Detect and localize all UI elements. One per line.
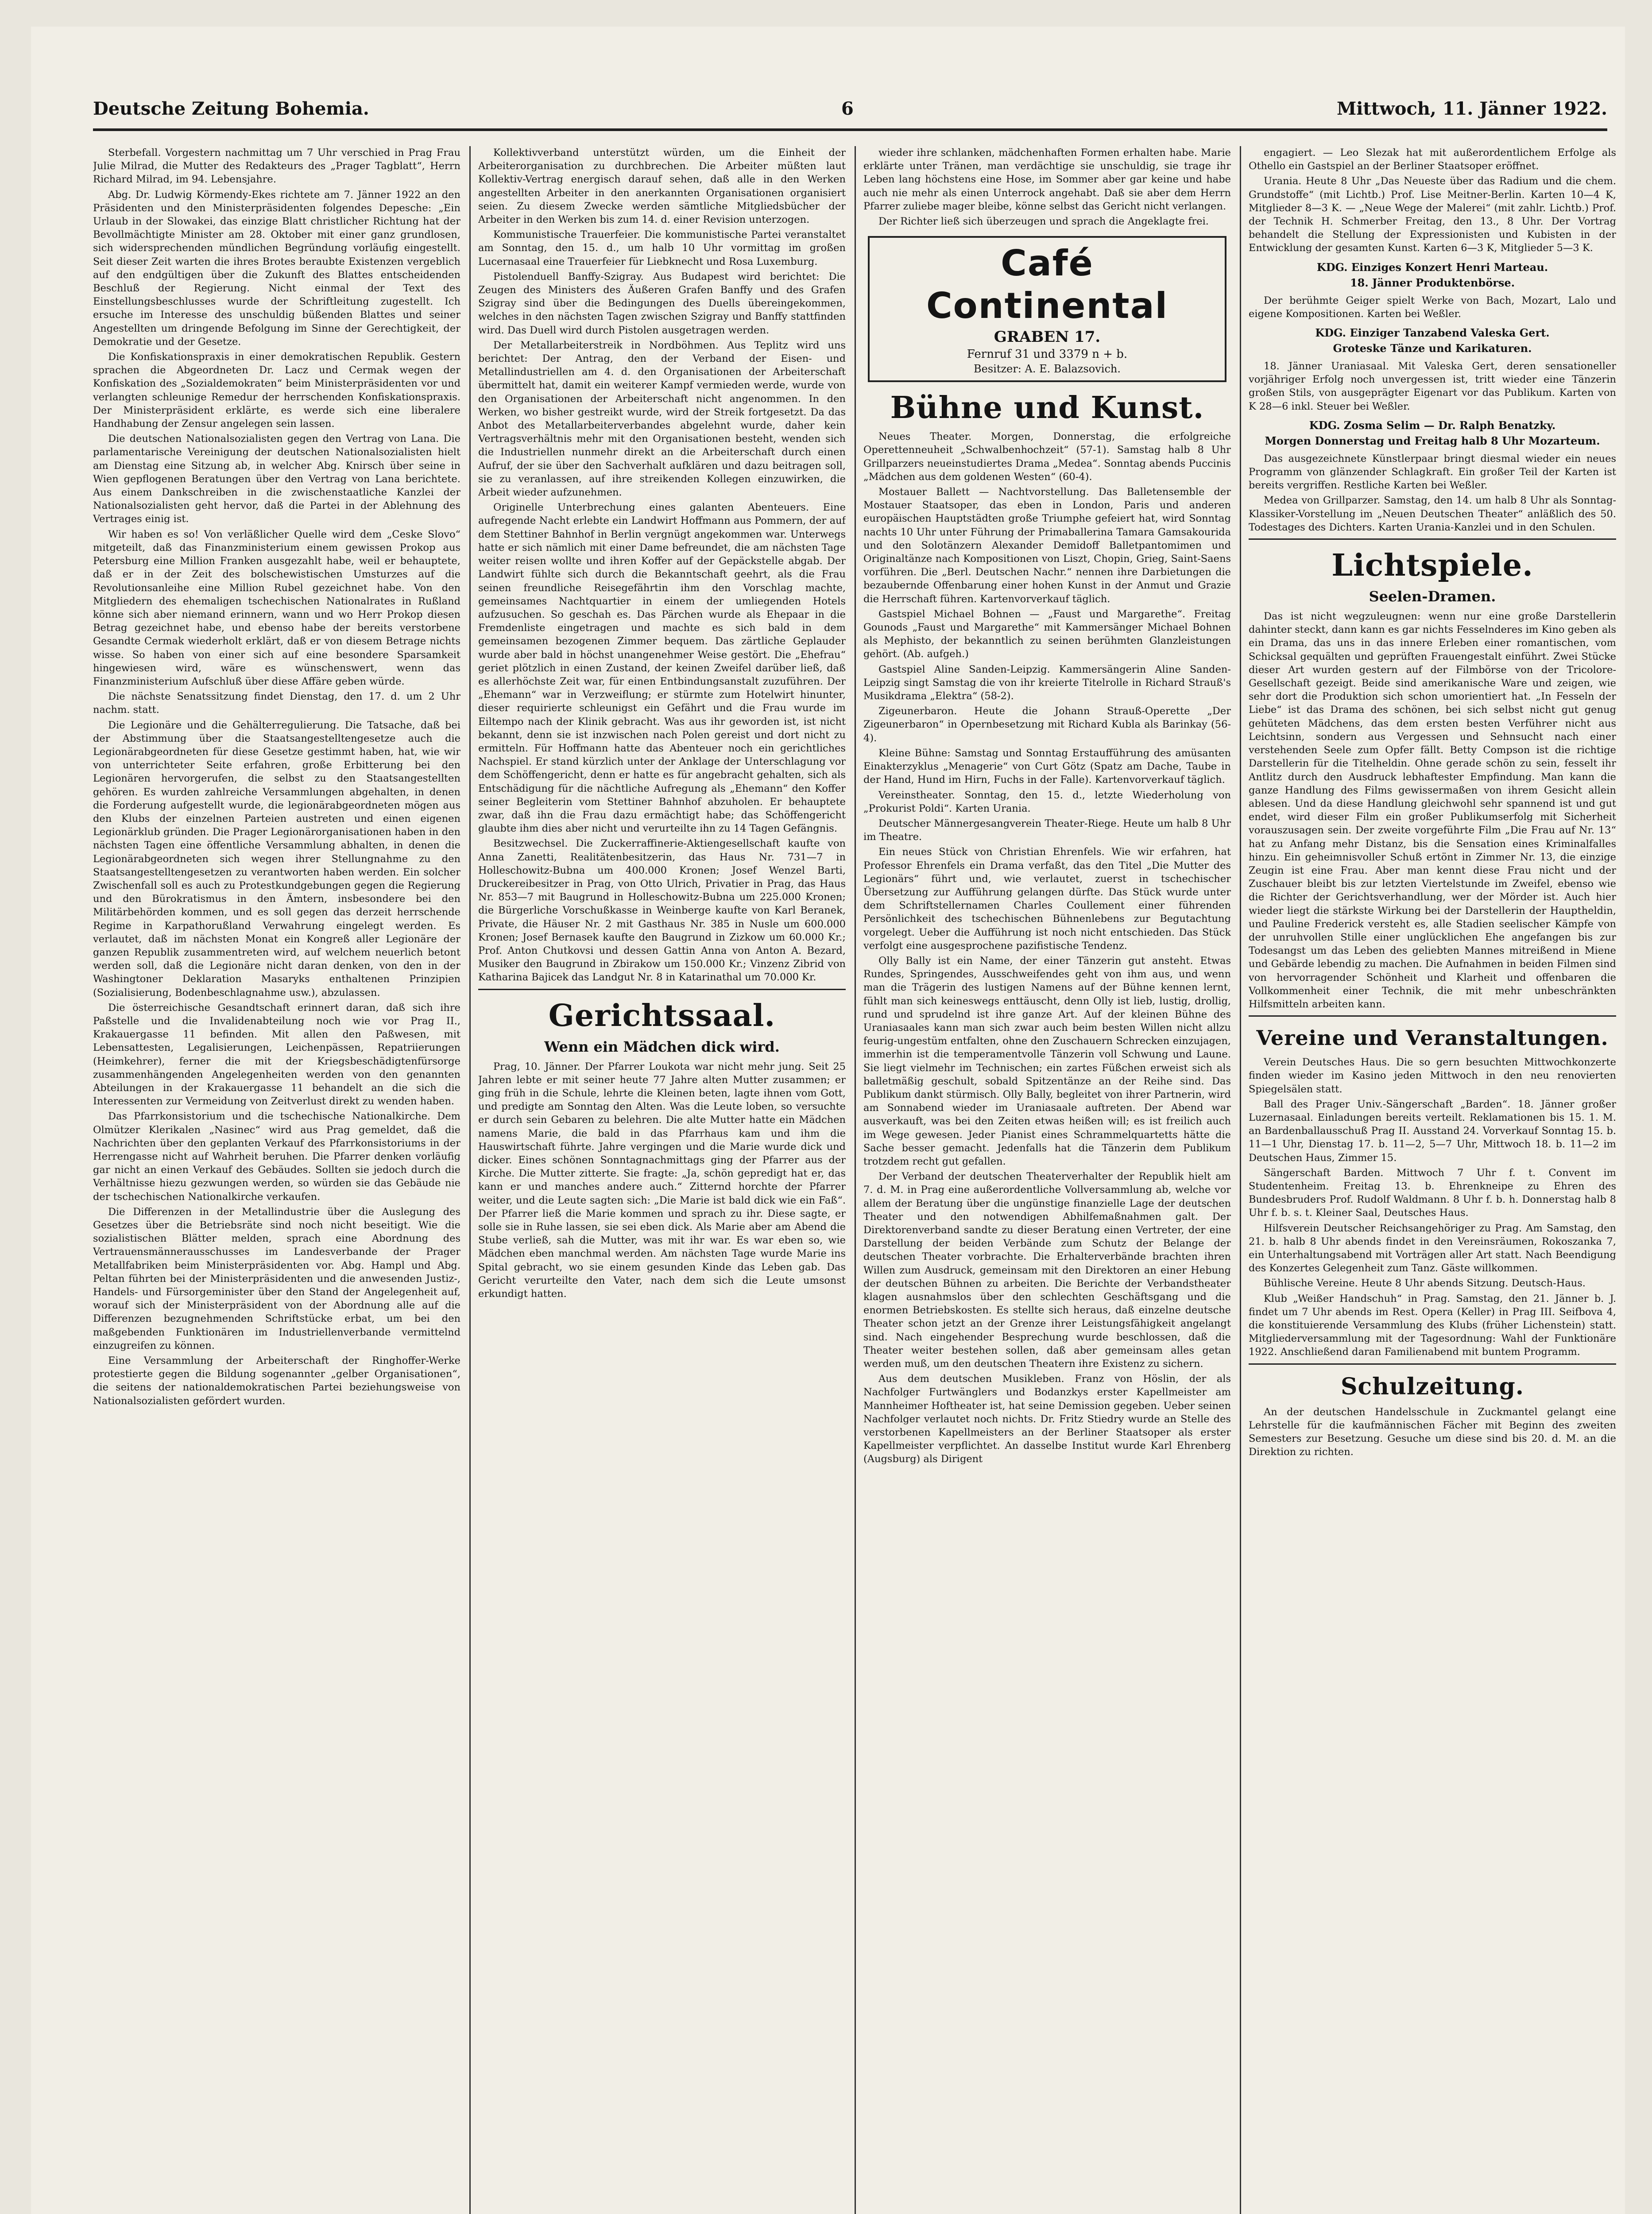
article: Vereinstheater. Sonntag, den 15. d., letzte Wiederholung von „Prokurist Poldi“. Karten Urania.: [863, 789, 1231, 814]
section-rule: [1249, 1015, 1616, 1017]
section-title-stage: Bühne und Kunst.: [890, 390, 1204, 426]
article: Bühlische Vereine. Heute 8 Uhr abends Sitzung. Deutsch-Haus.: [1264, 1277, 1586, 1289]
section-title-film: Lichtspiele.: [1331, 548, 1533, 584]
column-3: [863, 146, 1231, 2214]
article: Das ist nicht wegzuleugnen: wenn nur eine große Darstellerin dahinter steckt, dann kann es gar nichts Fesselnderes im Kino geben als ein Drama, das uns in das innere Erleben einer romantischen, vom Schicksal gequälten und geprüften Frauengestalt einführt. Zwei Stücke dieser Art wurden gestern auf der Filmbörse von der Tricolore-Gesellschaft gezeigt. Beide sind amerikanische Ware und zeigen, wie sehr dort die Produktion sich schon umorientiert hat. „In Fesseln der Liebe“ ist das Drama des schönen, bei sich selbst nicht gut genug gehüteten Mädchens, das dem ersten besten Verführer nicht aus Leichtsinn, sondern aus Vergessen und Sehnsucht nach einer verstehenden Seele zum Opfer fällt. Betty Compson ist die richtige Darstellerin für die Titelheldin. Ohne gerade schön zu sein, fesselt ihr Antlitz durch den Ausdruck lebhaftester Empfindung. Man kann die ganze Handlung des Films gewissermaßen von ihrem Gesicht allein ablesen. Und da diese Handlung gleichwohl sehr spannend ist und gut endet, wird dieser Film ein großer Publikumserfolg mit Sicherheit vorauszusagen sein. Der zweite vorgeführte Film „Die Frau auf Nr. 13“ hat zu Anfang mehr Distanz, bis die Sensation eines Kriminalfalles hinzu. Ein geheimnisvoller Schuß ertönt in Zimmer Nr. 13, die einzige Zeugin ist eine Frau. Aber man kennt diese Frau nicht und der Zuschauer bleibt bis zur letzten Viertelstunde im Zweifel, ebenso wie die Richter der Gerichtsverhandlung, wer der Mörder ist. Auch hier wieder liegt die stärkste Wirkung bei der Darstellerin der Hauptheldin, und Pauline Frederick versteht es, alle Stadien seelischer Kämpfe von der unruhvollen Stille einer unglücklichen Ehe angefangen bis zur Todesangst um das Leben des geliebten Mannes mitreißend in Miene und Gebärde lebendig zu machen. Die Aufnahmen in beiden Filmen sind von hervorragender Schönheit und Klarheit und offenbaren die Vollkommenheit einer Technik, die mit mehr unbeschränkten Hilfsmitteln arbeiten kann.: [1249, 611, 1616, 1010]
article: Das Pfarrkonsistorium und die tschechische Nationalkirche. Dem Olmützer Klerikalen „Nasinec“ wird aus Prag gemeldet, daß die Nachrichten über den geplanten Verkauf des Pfarrkonsistoriums in der Herrengasse nicht auf Wahrheit beruhen. Die Pfarrer denken vorläufig gar nicht an einen Verkauf des Gebäudes. Sollten sie jedoch durch die Verhältnisse hiezu gezwungen werden, so würden sie das Gebäude nie der tschechischen Nationalkirche verkaufen.: [93, 1111, 460, 1203]
article: Der berühmte Geiger spielt Werke von Bach, Mozart, Lalo und eigene Kompositionen. Karten bei Weßler.: [1249, 294, 1616, 320]
concert-subtitle: Morgen Donnerstag und Freitag halb 8 Uhr Mozarteum.: [1265, 434, 1600, 447]
column-divider: [469, 146, 471, 2214]
article: Pistolenduell Banffy-Szigray. Aus Budapest wird berichtet: Die Zeugen des Ministers des Äußeren Grafen Banffy und des Grafen Szigray sind über die Bedingungen des Duells übereingekommen, welches in den nächsten Tagen zwischen Szigray und Banffy stattfinden wird. Das Duell wird durch Pistolen ausgetragen werden.: [478, 271, 846, 336]
concert-date: 18. Jänner Produktenbörse.: [1350, 276, 1515, 289]
article: Eine Versammlung der Arbeiterschaft der Ringhoffer-Werke protestierte gegen die Bildung sogenannter „gelber Organisationen“, die seitens der nationaldemokratischen Partei beziehungsweise von Nationalsozialisten gefördert wurden.: [93, 1355, 460, 1407]
article: Zigeunerbaron. Heute die Johann Strauß-Operette „Der Zigeunerbaron“ in Opernbesetzung mit Richard Kubla als Barinkay (56-4).: [863, 705, 1231, 744]
article: Deutscher Männergesangverein Theater-Riege. Heute um halb 8 Uhr im Theatre.: [863, 817, 1231, 843]
section-rule: [1249, 1363, 1616, 1365]
article: Die deutschen Nationalsozialisten gegen den Vertrag von Lana. Die parlamentarische Vereinigung der deutschen Nationalsozialisten hielt am Dienstag eine Sitzung ab, in welcher Abg. Knirsch über seine in Wien gepflogenen Beratungen über den Vertrag von Lana berichtete. Aus einem Dankschreiben in die zwischenstaatliche Kanzlei der Nationalsozialisten geht hervor, daß die Partei in der Ablehnung des Vertrages einig ist.: [93, 433, 460, 525]
concert-heading: KDG. Einziger Tanzabend Valeska Gert.: [1315, 326, 1550, 340]
section-title-court: Gerichtssaal.: [548, 998, 776, 1033]
article: Aus dem deutschen Musikleben. Franz von Höslin, der als Nachfolger Furtwänglers und Bodanzkys erster Kapellmeister am Mannheimer Hoftheater ist, hat seine Demission gegeben. Ueber seinen Nachfolger verlautet noch nichts. Dr. Fritz Stiedry wurde an Stelle des verstorbenen Kapellmeisters an der Berliner Staatsoper als erster Kapellmeister verpflichtet. An dasselbe Institut wurde Karl Ehrenberg (Augsburg) als Dirigent: [863, 1373, 1231, 1465]
section-title-school: Schulzeitung.: [1340, 1373, 1524, 1400]
page-header: [93, 93, 1607, 131]
article: Besitzwechsel. Die Zuckerraffinerie-Aktiengesellschaft kaufte von Anna Zanetti, Realitätenbesitzerin, das Haus Nr. 731—7 in Holleschowitz-Bubna um 400.000 Kronen; Josef Wenzel Barti, Druckereibesitzer in Prag, von Otto Ulrich, Privatier in Prag, das Haus Nr. 853—7 mit Baugrund in Holleschowitz-Bubna um 225.000 Kronen; die Bürgerliche Vorschußkasse in Weinberge kaufte von Karl Beranek, Private, die Häuser Nr. 2 mit Gasthaus Nr. 385 in Nusle um 600.000 Kronen; Josef Bernasek kaufte den Baugrund in Zizkow um 60.000 Kr.; Prof. Anton Chutkovsi und dessen Gattin Anna von Anton A. Bezard, Musiker den Baugrund in Zbirakow um 150.000 Kr.; Vinzenz Zibrid von Katharina Bajicek das Landgut Nr. 8 in Katarinathal um 70.000 Kr.: [478, 838, 846, 983]
article: Neues Theater. Morgen, Donnerstag, die erfolgreiche Operettenneuheit „Schwalbenhochzeit“ (57-1). Samstag halb 8 Uhr Grillparzers neueinstudiertes Drama „Medea“. Sonntag abends Puccinis „Mädchen aus dem goldenen Westen“ (60-4).: [863, 431, 1231, 483]
column-divider: [1240, 146, 1241, 2214]
article: Sängerschaft Barden. Mittwoch 7 Uhr f. t. Convent im Studentenheim. Freitag 13. b. Ehrenkneipe zu Ehren des Bundesbruders Prof. Rudolf Waldmann. 8 Uhr f. b. h. Donnerstag halb 8 Uhr f. b. s. t. Kleiner Saal, Deutsches Haus.: [1249, 1167, 1616, 1219]
ad-phone: Fernruf 31 und 3379 n + b.: [967, 348, 1128, 361]
article: Die Legionäre und die Gehälterregulierung. Die Tatsache, daß bei der Abstimmung über die Staatsangestelltengesetze auch die Legionärabgeordneten für diese Gesetze gestimmt haben, hat, wie wir von unterrichteter Seite erfahren, große Erbitterung bei den Legionären hervorgerufen, die selbst zu den Staatsangestellten gehören. Es wurden zahlreiche Versammlungen abgehalten, in denen die Forderung aufgestellt wurde, die legionärabgeordneten mögen aus den Klubs der einzelnen Parteien austreten und einen eigenen Legionärklub gründen. Die Prager Legionärorganisationen haben in den nächsten Tagen eine öffentliche Versammlung abhalten, in denen die Legionärabgeordneten sich wegen ihrer Stellungnahme zu den Staatsangestelltengesetzen zu verantworten haben werden. Ein solcher Zwischenfall soll es auch zu Protestkundgebungen gegen die Regierung und den Bürokratismus in den Ämtern, insbesondere bei den Militärbehörden kommen, und es soll gegen das derzeit herrschende Regime in Karpathorußland Verwahrung eingelegt werden. Es verlautet, daß im nächsten Monat ein Kongreß aller Legionäre der ganzen Republik zusammentreten wird, auf welchem neuerlich betont werden soll, daß die Legionäre nicht daran denken, von den in der Washingtoner Deklaration Masaryks enthaltenen Prinzipien (Sozialisierung, Bodenbeschlagnahme usw.), abzulassen.: [93, 719, 460, 999]
article: Die Differenzen in der Metallindustrie über die Auslegung des Gesetzes über die Betriebsräte sind noch nicht beseitigt. Wie die sozialistischen Blätter melden, sprach eine Abordnung des Vertrauensmännerausschusses im Landesverbande der Prager Metallfabriken beim Ministerpräsidenten vor. Abg. Hampl und Abg. Peltan führten bei der Ministerpräsidenten und die anwesenden Justiz-, Handels- und Fürsorgeminister über den Stand der Angelegenheit auf, worauf sich der Ministerpräsident von der Abordnung alle auf die Differenzen bezugnehmenden Schriftstücke erbat, um bei den maßgebenden Funktionären im Industriellenverbande vermittelnd einzugreifen zu können.: [93, 1206, 460, 1351]
article: Medea von Grillparzer. Samstag, den 14. um halb 8 Uhr als Sonntag-Klassiker-Vorstellung im „Neuen Deutschen Theater“ anläßlich des 50. Todestages des Dichters. Karten Urania-Kanzlei und in den Schulen.: [1249, 495, 1616, 533]
issue-date: Mittwoch, 11. Jänner 1922.: [1336, 98, 1607, 119]
article: Gastspiel Michael Bohnen — „Faust und Margarethe“. Freitag Gounods „Faust und Margarethe“ mit Kammersänger Michael Bohnen als Mephisto, der bekanntlich zu seinen berühmten Glanzleistungen gehört. (Ab. aufgeh.): [863, 608, 1231, 660]
page-number: 6: [841, 98, 854, 119]
article: Der Metallarbeiterstreik in Nordböhmen. Aus Teplitz wird uns berichtet: Der Antrag, den der Verband der Eisen- und Metallindustriellen am 4. d. den Organisationen der Arbeiterschaft übermittelt hat, damit ein weiterer Kampf vermieden werde, wurde von den Organisationen der Arbeiterschaft nicht angenommen. In den Werken, wo bisher gestreikt wurde, wird der Streik fortgesetzt. Da das Anbot des Metallarbeiterverbandes abgelehnt wurde, daher kein Vertragsverhältnis mehr mit den Organisationen besteht, wenden sich die Industriellen nunmehr direkt an die Arbeiterschaft durch einen Aufruf, der sie über den Sachverhalt aufklären und dazu beitragen soll, sie zu veranlassen, auf ihre streikenden Kollegen einzuwirken, die Arbeit wieder aufzunehmen.: [478, 339, 846, 499]
article: Kleine Bühne: Samstag und Sonntag Erstaufführung des amüsanten Einakterzyklus „Menagerie“ von Curt Götz (Spatz am Dache, Taube in der Hand, Hund im Hirn, Fuchs in der Falle). Kartenvorverkauf täglich.: [863, 747, 1231, 786]
newspaper-name: Deutsche Zeitung Bohemia.: [93, 98, 369, 119]
column-divider: [855, 146, 856, 2214]
column-4: [1249, 146, 1616, 2214]
column-1: [93, 146, 460, 2214]
article: Kollektivverband unterstützt würden, um die Einheit der Arbeiterorganisation zu durchbrechen. Die Arbeiter müßten laut Kollektiv-Vertrag energisch darauf sehen, daß alle in den Werken angestellten Arbeiter in den anerkannten Organisationen organisiert seien. Zu diesem Zwecke werden sämtliche Mitgliedsbücher der Arbeiter in den Werken bis zum 14. d. einer Revision unterzogen.: [478, 147, 846, 226]
article: Originelle Unterbrechung eines galanten Abenteuers. Eine aufregende Nacht erlebte ein Landwirt Hoffmann aus Pommern, der auf dem Stettiner Bahnhof in Berlin vergnügt angekommen war. Unterwegs hatte er sich nämlich mit einer Dame befreundet, die am nächsten Tage weiter reisen wollte und ihren Koffer auf der Gepäckstelle abgab. Der Landwirt fühlte sich durch die Bekanntschaft geehrt, als die Frau seinen freundliche Reisegefährtin ihm den Vorschlag machte, gemeinsames Nachtquartier in einem der umliegenden Hotels aufzusuchen. So geschah es. Das Pärchen wurde als Ehepaar in die Fremdenliste eingetragen und machte es sich bald in dem gemeinsamen bezogenen Zimmer bequem. Das zärtliche Geplauder wurde aber bald in höchst unangenehmer Weise gestört. Die „Ehefrau“ geriet plötzlich in einen Zustand, der keinen Zweifel darüber ließ, daß es allerhöchste Zeit war, für einen Entbindungsanstalt zuzuführen. Der „Ehemann“ war in Verzweiflung; er stürmte zum Hotelwirt hinunter, dieser requirierte schleunigst ein Gefährt und die Frau wurde im Eiltempo nach der Klinik gebracht. Was aus ihr geworden ist, ist nicht bekannt, denn sie ist inzwischen nach Polen gereist und dort nicht zu ermitteln. Für Hoffmann hatte das Abenteuer noch ein gerichtliches Nachspiel. Er stand kürzlich unter der Anklage der Unterschlagung vor dem Schöffengericht, denn er hatte es für angebracht gehalten, sich als Entschädigung für die nächtliche Aufregung als „Ehemann“ den Koffer seiner Begleiterin vom Stettiner Bahnhof abzuholen. Er behauptete zwar, daß ihn die Frau dazu ermächtigt habe; das Schöffengericht glaubte ihm dies aber nicht und verurteilte ihn zu 14 Tagen Gefängnis.: [478, 502, 846, 835]
article: wieder ihre schlanken, mädchenhaften Formen erhalten habe. Marie erklärte unter Tränen, man verdächtige sie unschuldig, sie trage ihr Leben lang höchstens eine Hose, im Sommer aber gar keine und habe auch nie mehr als einen Unterrock angehabt. Daß sie aber dem Herrn Pfarrer zuliebe mager bleibe, könne selbst das Gericht nicht verlangen.: [863, 147, 1231, 212]
article-headline: Wenn ein Mädchen dick wird.: [544, 1038, 780, 1055]
article: Hilfsverein Deutscher Reichsangehöriger zu Prag. Am Samstag, den 21. b. halb 8 Uhr abends findet in den Vereinsräumen, Rokoszanka 7, ein Unterhaltungsabend mit Vorträgen aller Art statt. Nach Beendigung des Konzertes Gelegenheit zum Tanz. Gäste willkommen.: [1249, 1222, 1616, 1274]
advertisement-cafe: [868, 236, 1226, 382]
article: Die Konfiskationspraxis in einer demokratischen Republik. Gestern sprachen die Abgeordneten Dr. Lacz und Cermak wegen der Konfiskation des „Sozialdemokraten“ beim Ministerpräsidenten vor und verlangten schleunige Remedur der herrschenden Konfiskationspraxis. Der Ministerpräsident erklärte, es werde sich eine liberalere Handhabung der Zensur angelegen sein lassen.: [93, 351, 460, 430]
newspaper-page: [31, 27, 1625, 2214]
article: Prag, 10. Jänner. Der Pfarrer Loukota war nicht mehr jung. Seit 25 Jahren lebte er mit seiner heute 77 Jahre alten Mutter zusammen; er ging früh in die Schule, lehrte die Kleinen beten, lagte ihnen vom Gott, und predigte am Sonntag den Alten. Was die Leute loben, so versuchte er durch sein Gebaren zu belehren. Die alte Mutter hatte ein Mädchen namens Marie, die bald in das Pfarrhaus kam und ihm die Hauswirtschaft führte. Jahre vergingen und die Marie wurde dick und dicker. Eines schönen Sonntagnachmittags ging der Pfarrer aus der Kirche. Die Mutter zitterte. Sie fragte: „Ja, schön gepredigt hat er, das kann er und manches andere auch.“ Zitternd horchte der Pfarrer weiter, und die Leute sagten sich: „Die Marie ist bald dick wie ein Faß“. Der Pfarrer ließ die Marie kommen und sprach zu ihr. Diese sagte, er solle sie in Ruhe lassen, sie sei eben dick. Als Marie aber am Abend die Stube verließ, sah die Mutter, was mit ihr war. Es war eben so, wie Mädchen eben manchmal werden. Am nächsten Tage wurde Marie ins Spital gebracht, wo sie einem gesunden Kinde das Leben gab. Das Gericht verurteilte den Vater, nach dem sich die Leute umsonst erkundigt hatten.: [478, 1061, 846, 1300]
article: Kommunistische Trauerfeier. Die kommunistische Partei veranstaltet am Sonntag, den 15. d., um halb 10 Uhr vormittag im großen Lucernasaal eine Trauerfeier für Liebknecht und Rosa Luxemburg.: [478, 229, 846, 267]
concert-heading: KDG. Einziges Konzert Henri Marteau.: [1316, 260, 1548, 274]
article: Gastspiel Aline Sanden-Leipzig. Kammersängerin Aline Sanden-Leipzig singt Samstag die von ihr kreierte Titelrolle in Richard Strauß's Musikdrama „Elektra“ (58-2).: [863, 663, 1231, 702]
article: Olly Bally ist ein Name, der einer Tänzerin gut ansteht. Etwas Rundes, Springendes, Ausschweifendes geht von ihm aus, und wenn man die Trägerin des lustigen Namens auf der Bühne kennen lernt, fühlt man sich keineswegs enttäuscht, denn Olly ist lieb, lustig, drollig, rund und sprudelnd ist ihre ganze Art. Auf der kleinen Bühne des Uraniasaales kann man sich zwar auch beim besten Willen nicht allzu feurig-ungestüm entfalten, ohne den Zuschauern Schrecken einzujagen, immerhin ist die temperamentvolle Tänzerin voll Schwung und Laune. Sie liegt vielmehr im Technischen; ein zartes Füßchen erweist sich als balletmäßig geschult, sobald Spitzentänze an der Reihe sind. Das Publikum dankt stürmisch. Olly Bally, begleitet von ihrer Partnerin, wird am Sonnabend wieder im Uraniasaale auftreten. Der Abend war ausverkauft, was bei den Zeiten etwas heißen will; es ist freilich auch im Wege gewesen. Jeder Pianist eines Schrammelquartetts hätte die Sache besser gemacht. Jedenfalls hat die Tänzerin dem Publikum trotzdem recht gut gefallen.: [863, 955, 1231, 1167]
article: Abg. Dr. Ludwig Körmendy-Ekes richtete am 7. Jänner 1922 an den Präsidenten und den Ministerpräsidenten folgendes Depesche: „Ein Urlaub in der Slowakei, das einzige Blatt christlicher Richtung hat der Bevollmächtigte Minister am 28. Oktober mit einer ganz grundlosen, sich widersprechenden mündlichen Begründung vorläufig eingestellt. Seit dieser Zeit warten die ihres Brotes beraubte Existenzen vergeblich auf den endgültigen über die Zukunft des Blattes entscheidenden Beschluß der Regierung. Nicht einmal der Text des Einstellungsbeschlusses wurde der Schriftleitung zugestellt. Ich ersuche im Interesse des unschuldig büßenden Blattes und seiner Angestellten um dringende Befolgung im Sinne der Gerechtigkeit, der Demokratie und der Gesetze.: [93, 189, 460, 348]
article: An der deutschen Handelsschule in Zuckmantel gelangt eine Lehrstelle für die kaufmännischen Fächer mit Beginn des zweiten Semesters zur Besetzung. Gesuche um diese sind bis 20. d. M. an die Direktion zu richten.: [1249, 1406, 1616, 1458]
article: Die nächste Senatssitzung findet Dienstag, den 17. d. um 2 Uhr nachm. statt.: [93, 691, 460, 716]
article: 18. Jänner Uraniasaal. Mit Valeska Gert, deren sensationeller vorjähriger Erfolg noch unvergessen ist, tritt wieder eine Tänzerin großen Stils, von ausgeprägter Eigenart vor das Publikum. Karten von K 28—6 inkl. Steuer bei Weßler.: [1249, 360, 1616, 412]
article: Ball des Prager Univ.-Sängerschaft „Barden“. 18. Jänner großer Luzernasaal. Einladungen bereits verteilt. Reklamationen bis 15. 1. M. an Bardenballausschuß Prag II. Ausstand 24. Vorverkauf Sonntag 15. b. 11—1 Uhr, Dienstag 17. b. 11—2, 5—7 Uhr, Mittwoch 18. b. 11—2 im Deutschen Haus, Zimmer 15.: [1249, 1098, 1616, 1164]
article: Mostauer Ballett — Nachtvorstellung. Das Balletensemble der Mostauer Staatsoper, das eben in London, Paris und anderen europäischen Hauptstädten große Triumphe gefeiert hat, wird Sonntag nachts 10 Uhr unter Führung der Primaballerina Tamara Gamsakourida und den Solotänzern Alexander Demidoff Balletpantomimen und Originaltänze nach Kompositionen von Liszt, Chopin, Grieg, Saint-Saens vorführen. Die „Berl. Deutschen Nachr.“ nennen ihre Darbietungen die bezaubernde Offenbarung einer hohen Kunst in der Anmut und Grazie die Herrschaft führen. Kartenvorverkauf täglich.: [863, 486, 1231, 605]
article: Der Richter ließ sich überzeugen und sprach die Angeklagte frei.: [878, 216, 1209, 228]
article: Wir haben es so! Von verläßlicher Quelle wird dem „Ceske Slovo“ mitgeteilt, daß das Finanzministerium einem gewissen Prokop aus Petersburg eine Million Franken ausgezahlt habe, weil er behauptete, daß er in der Zeit des bolschewistischen Umsturzes auf die Revolutionsanleihe eine Million Rubel gezeichnet habe. Von den Mitgliedern des ehemaligen tschechischen Nationalrates in Rußland könne sich aber niemand erinnern, wann und wo Herr Prokop diesen Betrag gezeichnet habe, und ebenso habe der bereits verstorbene Gesandte Cermak wiederholt erklärt, daß er von diesem Betrage nichts wisse. So haben von einer sich auf eine besondere Sparsamkeit hingewiesen wird, wäre es wünschenswert, wenn das Finanzministerium Aufschluß über diese Affäre geben würde.: [93, 528, 460, 687]
article: Ein neues Stück von Christian Ehrenfels. Wie wir erfahren, hat Professor Ehrenfels ein Drama verfaßt, das den Titel „Die Mutter des Legionärs“ führt und, wie verlautet, zuerst in tschechischer Übersetzung zur Aufführung gelangen dürfte. Das Stück wurde unter dem Schriftstellernamen Charles Coullement einer führenden Persönlichkeit des tschechischen Bühnenlebens zur Begutachtung vorgelegt. Ueber die Aufführung ist noch nicht entschieden. Das Stück verfolgt eine ausgesprochene pazifistische Tendenz.: [863, 846, 1231, 952]
column-2: [478, 146, 846, 2214]
ad-street: GRABEN 17.: [994, 328, 1101, 346]
article: engagiert. — Leo Slezak hat mit außerordentlichem Erfolge als Othello ein Gastspiel an der Berliner Staatsoper eröffnet.: [1249, 147, 1616, 172]
article-headline: Seelen-Dramen.: [1369, 588, 1496, 605]
ad-owner: Besitzer: A. E. Balazsovich.: [974, 363, 1121, 375]
article: Das ausgezeichnete Künstlerpaar bringt diesmal wieder ein neues Programm von glänzender Schlagkraft. Ein großer Teil der Karten ist bereits vergriffen. Restliche Karten bei Weßler.: [1249, 453, 1616, 492]
article: Urania. Heute 8 Uhr „Das Neueste über das Radium und die chem. Grundstoffe“ (mit Lichtb.) Prof. Lise Meitner-Berlin. Karten 10—4 K, Mitglieder 8—3 K. — „Neue Wege der Malerei“ (mit zahlr. Lichtb.) Prof. der Technik H. Schmerber Freitag, den 13., 8 Uhr. Der Vortrag behandelt die Stellung der Expressionisten und Kubisten in der Entwicklung der gesamten Kunst. Karten 6—3 K, Mitglieder 5—3 K.: [1249, 175, 1616, 254]
article: Sterbefall. Vorgestern nachmittag um 7 Uhr verschied in Prag Frau Julie Milrad, die Mutter des Redakteurs des „Prager Tagblatt“, Herrn Richard Milrad, im 94. Lebensjahre.: [93, 147, 460, 186]
section-rule: [478, 989, 846, 990]
article: Der Verband der deutschen Theaterverhalter der Republik hielt am 7. d. M. in Prag eine außerordentliche Vollversammlung ab, welche vor allem der Beratung über die ungünstige finanzielle Lage der deutschen Theater und den notwendigen Abhilfemaßnahmen galt. Der Direktorenverband sandte zu dieser Beratung einen Vertreter, der eine Darstellung der beiden Verbände zum Schutz der Belange der deutschen Theater vorbrachte. Die Erhalterverbände brachten ihren Willen zum Ausdruck, gemeinsam mit den Direktoren an einer Hebung der deutschen Bühnen zu arbeiten. Die Berichte der Verbandstheater klagen ausnahmslos über den schlechten Geschäftsgang und die enormen Betriebskosten. Es stellte sich heraus, daß einzelne deutsche Theater schon jetzt an der Grenze ihrer Leistungsfähigkeit angelangt sind. Nach eingehender Besprechung wurde beschlossen, daß die Theater weiter bestehen sollen, daß aber gemeinsam alles getan werden muß, um den deutschen Theatern ihre Existenz zu sichern.: [863, 1171, 1231, 1370]
article: Klub „Weißer Handschuh“ in Prag. Samstag, den 21. Jänner b. J. findet um 7 Uhr abends im Rest. Opera (Keller) in Prag III. Seifbova 4, die konstituierende Versammlung des Klubs (früher Lichenstein) statt. Mitgliederversammlung mit der Tagesordnung: Wahl der Funktionäre 1922. Anschließend daran Familienabend mit buntem Programm.: [1249, 1293, 1616, 1358]
section-rule: [1249, 538, 1616, 540]
section-title-clubs: Vereine und Veranstaltungen.: [1256, 1026, 1609, 1050]
concert-subtitle: Groteske Tänze und Karikaturen.: [1333, 342, 1532, 355]
ad-cafe-name: Café Continental: [926, 243, 1168, 327]
concert-heading: KDG. Zosma Selim — Dr. Ralph Benatzky.: [1309, 418, 1556, 432]
article: Verein Deutsches Haus. Die so gern besuchten Mittwochkonzerte finden wieder im Kasino jeden Mittwoch in den neu renovierten Spiegelsälen statt.: [1249, 1057, 1616, 1095]
article: Die österreichische Gesandtschaft erinnert daran, daß sich ihre Paßstelle und die Invalidenabteilung noch wie vor Prag II., Krakauergasse 11 befinden. Mit allen den Paßwesen, mit Lebensattesten, Legalisierungen, Leichenpässen, Repatriierungen (Heimkehrer), ferner die mit der Kriegsbeschädigtenfürsorge zusammenhängenden Angelegenheiten werden von den genannten Abteilungen in der Krakauergasse 11 behandelt an die sich die Interessenten zur Vermeidung von Zeitverlust direkt zu wenden haben.: [93, 1002, 460, 1107]
